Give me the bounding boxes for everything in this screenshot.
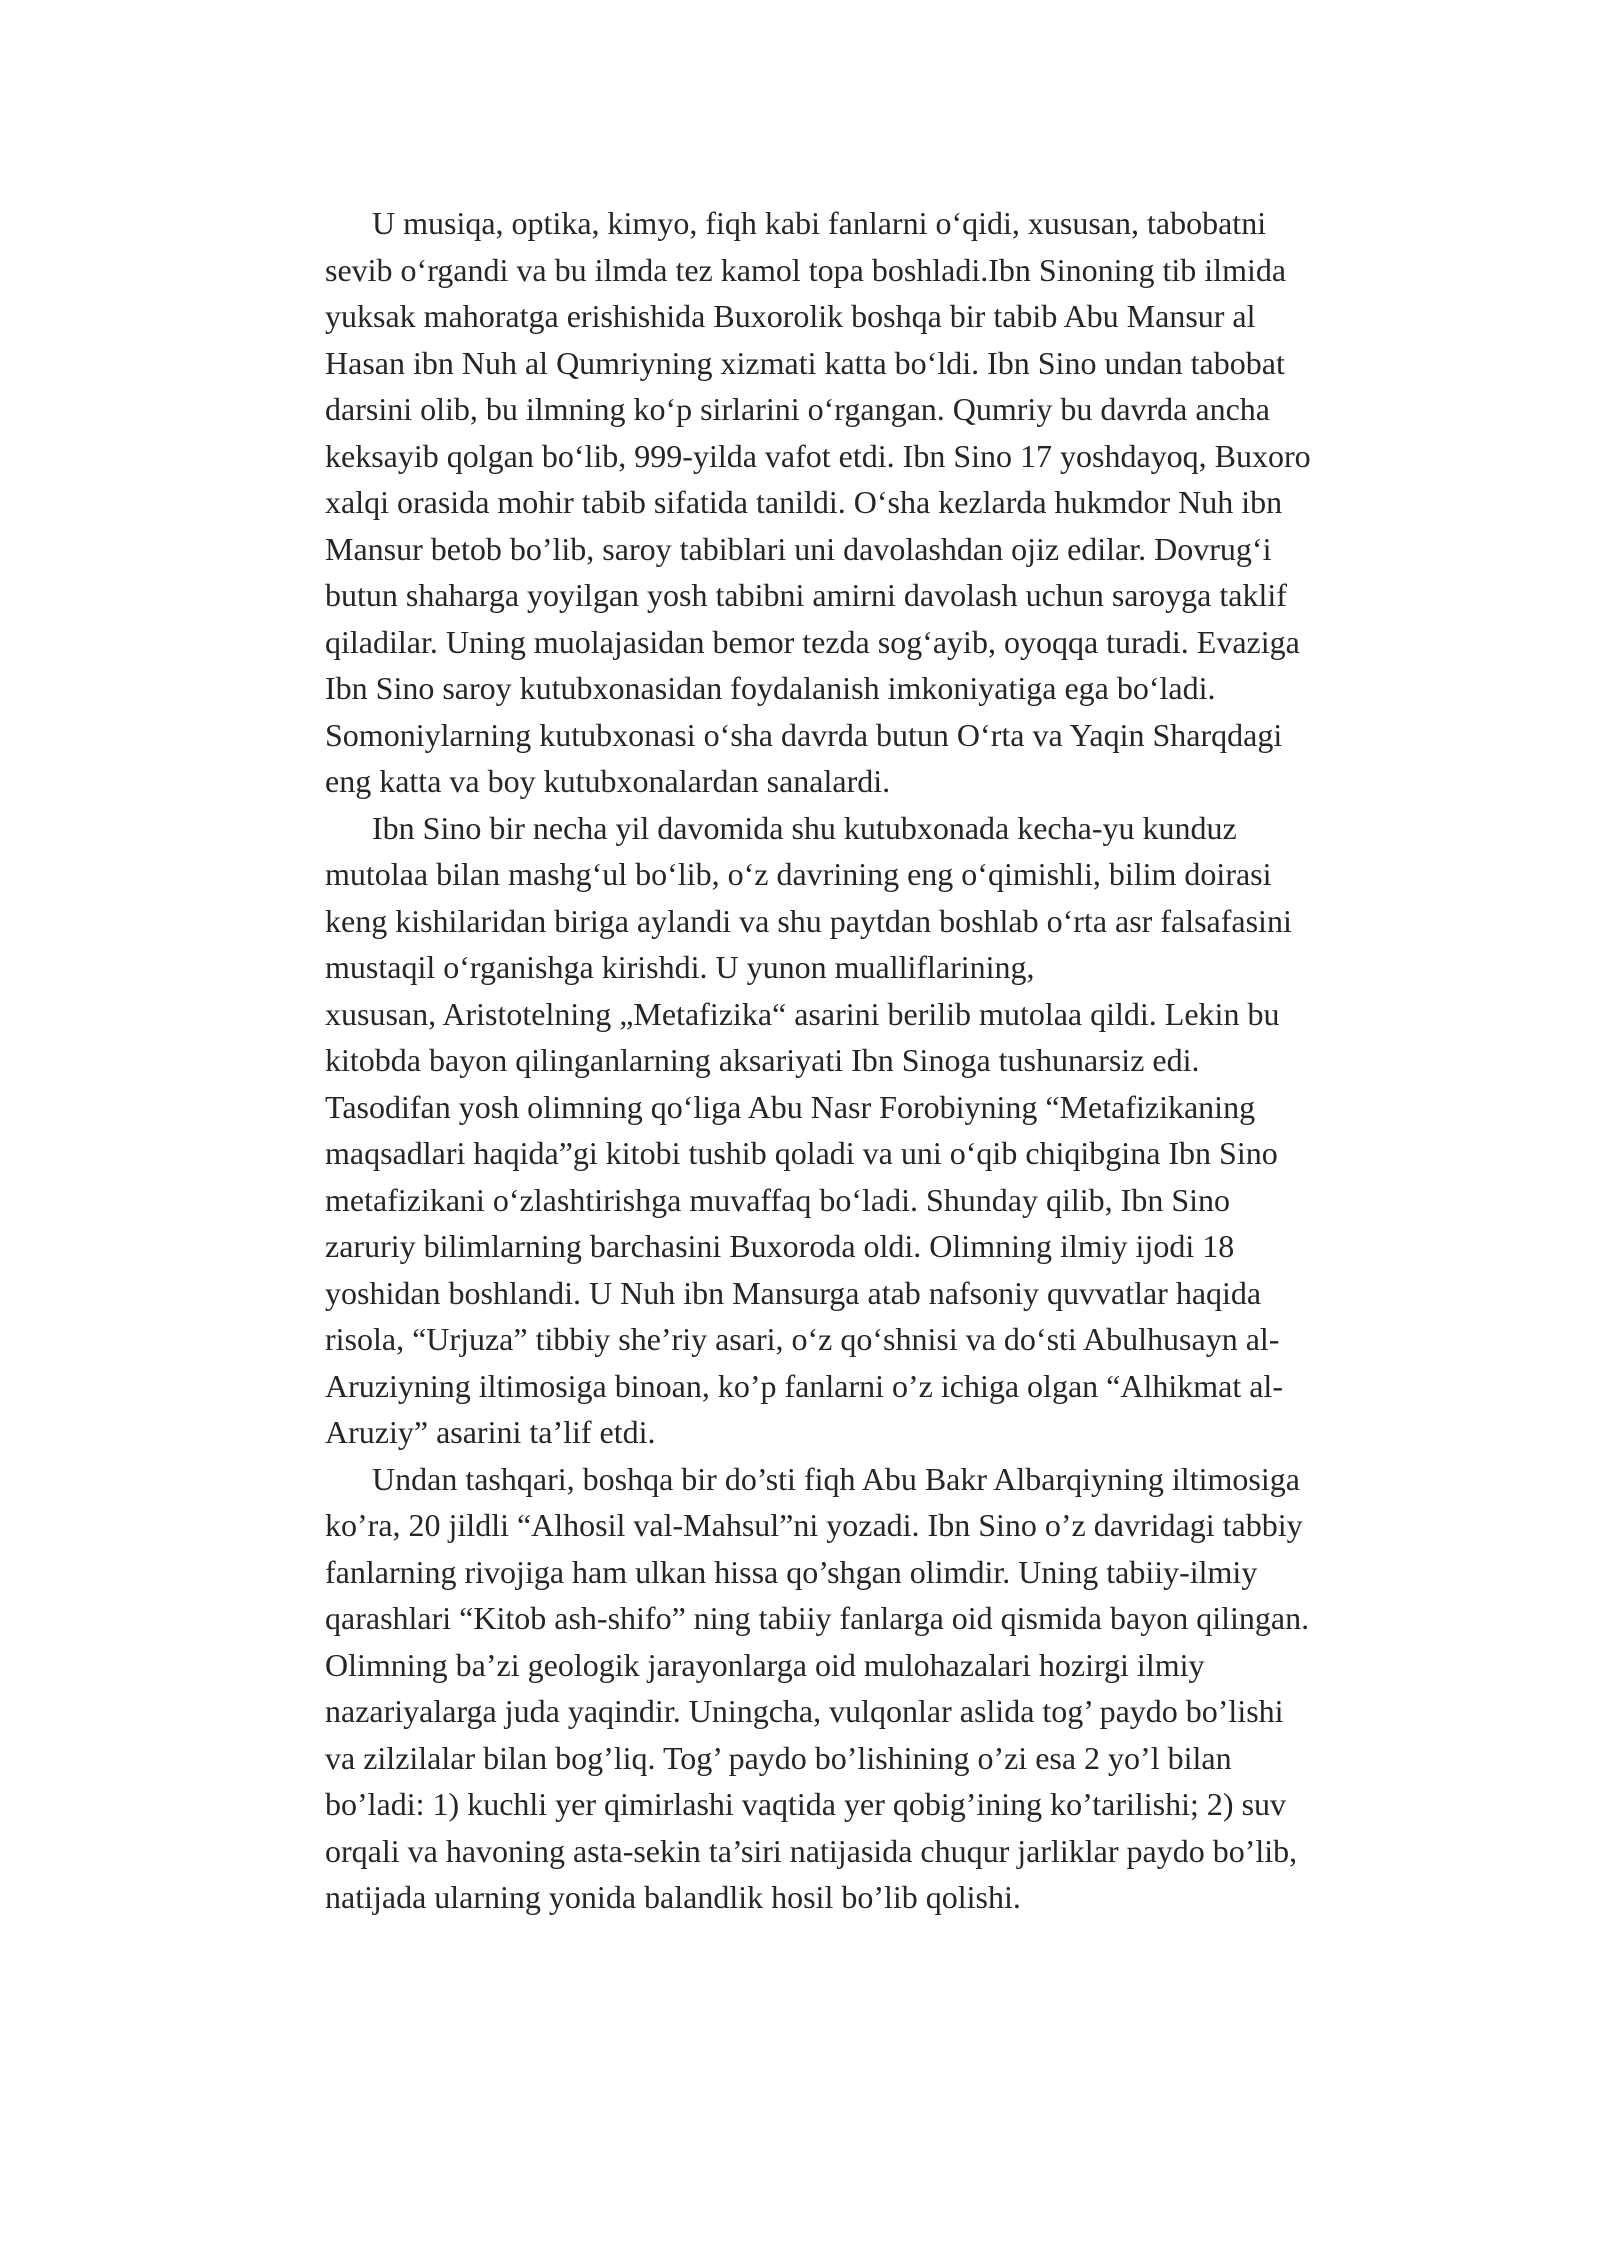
text-line: Olimning ba’zi geologik jarayonlarga oid mulohazalari hozirgi ilmiy [325, 1646, 1205, 1683]
text-line: xususan, Aristotelning „Metafizika“ asarini berilib mutolaa qildi. Lekin bu [325, 995, 1280, 1032]
document-page [325, 200, 1495, 1921]
text-line: keng kishilaridan biriga aylandi va shu paytdan boshlab o‘rta asr falsafasini [325, 902, 1292, 939]
text-line: va zilzilalar bilan bog’liq. Tog’ paydo bo’lishining o’zi esa 2 yo’l bilan [325, 1739, 1232, 1776]
text-line: Somoniylarning kutubxonasi o‘sha davrda butun O‘rta va Yaqin Sharqdagi [325, 716, 1283, 753]
text-line: Ibn Sino saroy kutubxonasidan foydalanish imkoniyatiga ega bo‘ladi. [325, 670, 1216, 706]
text-line: Aruziyning iltimosiga binoan, ko’p fanlarni o’z ichiga olgan “Alhikmat al- [325, 1367, 1283, 1404]
text-line: butun shaharga yoyilgan yosh tabibni amirni davolash uchun saroyga taklif [325, 577, 1287, 613]
text-line: Hasan ibn Nuh al Qumriyning xizmati katta bo‘ldi. Ibn Sino undan tabobat [325, 344, 1285, 381]
text-line: U musiqa, optika, kimyo, fiqh kabi fanlarni o‘qidi, xususan, tabobatni [372, 205, 1267, 241]
text-line: maqsadlari haqida”gi kitobi tushib qoladi va uni o‘qib chiqibgina Ibn Sino [325, 1135, 1278, 1171]
text-line: qiladilar. Uning muolajasidan bemor tezda sog‘ayib, oyoqqa turadi. Evaziga [325, 623, 1300, 660]
text-line: eng katta va boy kutubxonalardan sanalardi. [325, 763, 891, 799]
text-line: zaruriy bilimlarning barchasini Buxoroda oldi. Olimning ilmiy ijodi 18 [325, 1228, 1235, 1264]
text-line: fanlarning rivojiga ham ulkan hissa qo’shgan olimdir. Uning tabiiy-ilmiy [325, 1553, 1258, 1590]
text-line: keksayib qolgan bo‘lib, 999-yilda vafot etdi. Ibn Sino 17 yoshdayoq, Buxoro [325, 437, 1311, 474]
text-line: bo’ladi: 1) kuchli yer qimirlashi vaqtida yer qobig’ining ko’tarilishi; 2) suv [325, 1786, 1287, 1822]
text-line: sevib o‘rgandi va bu ilmda tez kamol topa boshladi.Ibn Sinoning tib ilmida [325, 251, 1287, 288]
text-line: risola, “Urjuza” tibbiy she’riy asari, o‘z qo‘shnisi va do‘sti Abulhusayn al- [325, 1321, 1280, 1357]
text-line: metafizikani o‘zlashtirishga muvaffaq bo‘ladi. Shunday qilib, Ibn Sino [325, 1181, 1230, 1218]
text-line: yuksak mahoratga erishishida Buxorolik boshqa bir tabib Abu Mansur al [325, 298, 1256, 334]
text-line: yoshidan boshlandi. U Nuh ibn Mansurga atab nafsoniy quvvatlar haqida [325, 1274, 1262, 1311]
text-line: Ibn Sino bir necha yil davomida shu kutubxonada kecha-yu kunduz [372, 809, 1237, 846]
text-line: qarashlari “Kitob ash-shifo” ning tabiiy fanlarga oid qismida bayon qilingan. [325, 1600, 1310, 1636]
text-line: Undan tashqari, boshqa bir do’sti fiqh Abu Bakr Albarqiyning iltimosiga [372, 1460, 1300, 1497]
text-line: kitobda bayon qilinganlarning aksariyati Ibn Sinoga tushunarsiz edi. [325, 1042, 1200, 1078]
text-line: mustaqil o‘rganishga kirishdi. U yunon mualliflarining, [325, 949, 1035, 985]
text-line: Aruziy” asarini ta’lif etdi. [325, 1414, 656, 1450]
paragraph-2 [325, 805, 1495, 1456]
text-line: ko’ra, 20 jildli “Alhosil val-Mahsul”ni yozadi. Ibn Sino o’z davridagi tabbiy [325, 1507, 1303, 1543]
paragraph-3 [325, 1456, 1495, 1921]
text-line: xalqi orasida mohir tabib sifatida tanildi. O‘sha kezlarda hukmdor Nuh ibn [325, 484, 1283, 520]
text-line: nazariyalarga juda yaqindir. Uningcha, vulqonlar aslida tog’ paydo bo’lishi [325, 1693, 1284, 1729]
paragraph-1 [325, 200, 1495, 805]
text-line: mutolaa bilan mashg‘ul bo‘lib, o‘z davrining eng o‘qimishli, bilim doirasi [325, 856, 1272, 892]
text-line: Mansur betob bo’lib, saroy tabiblari uni davolashdan ojiz edilar. Dovrug‘i [325, 530, 1272, 567]
text-line: Tasodifan yosh olimning qo‘liga Abu Nasr Forobiyning “Metafizikaning [325, 1088, 1256, 1125]
text-line: orqali va havoning asta-sekin ta’siri natijasida chuqur jarliklar paydo bo’lib, [325, 1832, 1298, 1869]
text-line: darsini olib, bu ilmning ko‘p sirlarini o‘rgangan. Qumriy bu davrda ancha [325, 391, 1270, 427]
text-line: natijada ularning yonida balandlik hosil bo’lib qolishi. [325, 1879, 1021, 1915]
